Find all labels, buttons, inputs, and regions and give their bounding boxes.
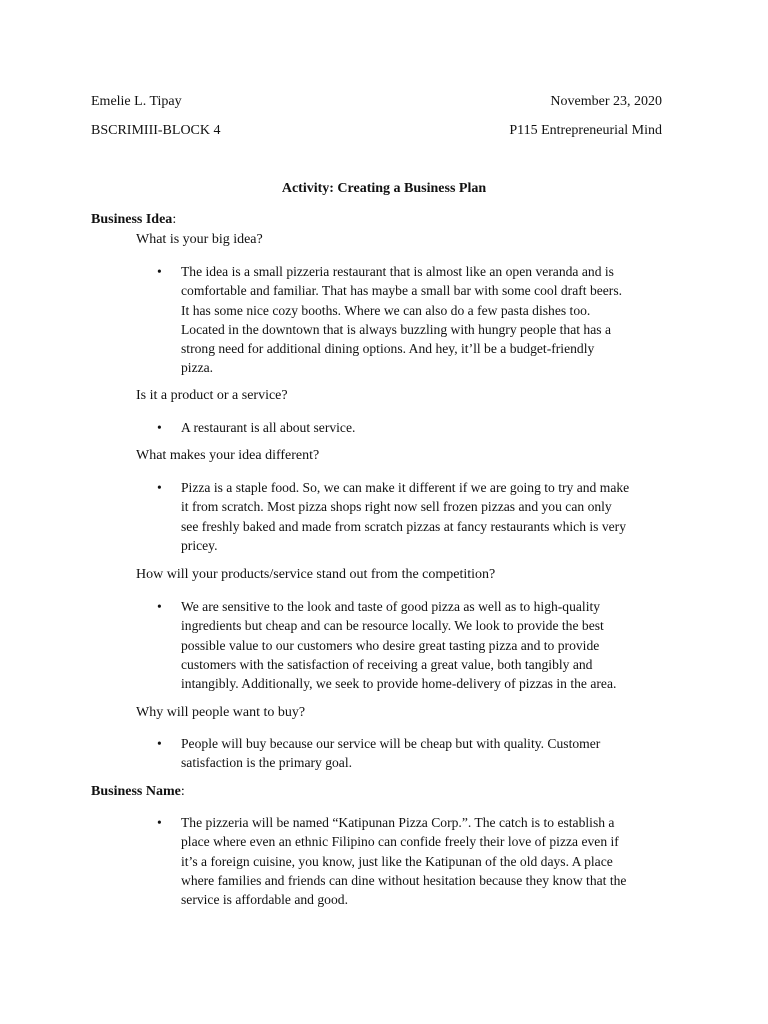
bullet-icon: • bbox=[157, 736, 162, 751]
answer-line: it from scratch. Most pizza shops right now sell frozen pizzas and you can only bbox=[181, 499, 612, 515]
answer-line: possible value to our customers who desire great tasting pizza and to provide bbox=[181, 637, 600, 653]
answer-line: Pizza is a staple food. So, we can make it different if we are going to try and make bbox=[181, 480, 630, 495]
answer-line: People will buy because our service will be cheap but with quality. Customer bbox=[181, 736, 601, 751]
answer-line: A restaurant is all about service. bbox=[181, 420, 356, 435]
answer-line: customers with the satisfaction of receiving a great value, both tangibly and bbox=[181, 656, 593, 672]
question-why-buy: Why will people want to buy? bbox=[136, 705, 306, 720]
answer-why-buy bbox=[157, 734, 681, 773]
question-product-or-service: Is it a product or a service? bbox=[136, 388, 288, 403]
answer-line: see freshly baked and made from scratch pizzas at fancy restaurants which is very bbox=[181, 518, 627, 534]
business-name-label: Business Name bbox=[91, 784, 181, 799]
business-name-heading bbox=[91, 784, 185, 800]
bullet-icon: • bbox=[157, 599, 162, 614]
question-idea-different: What makes your idea different? bbox=[136, 448, 320, 463]
answer-line: comfortable and familiar. That has maybe a small bar with some cool draft beers. bbox=[181, 283, 623, 299]
bullet-icon: • bbox=[157, 264, 162, 279]
answer-line: pricey. bbox=[181, 537, 218, 553]
answer-stand-out bbox=[157, 597, 681, 693]
answer-business-name bbox=[157, 813, 681, 909]
question-stand-out: How will your products/service stand out from the competition? bbox=[136, 567, 496, 582]
answer-line: The idea is a small pizzeria restaurant that is almost like an open veranda and is bbox=[181, 264, 614, 279]
answer-line: Located in the downtown that is always buzzling with hungry people that has a bbox=[181, 321, 611, 337]
answer-line: satisfaction is the primary goal. bbox=[181, 755, 353, 771]
business-idea-label: Business Idea bbox=[91, 212, 173, 227]
answer-line: place where even an ethnic Filipino can confide freely their love of pizza even if bbox=[181, 834, 619, 850]
answer-line: The pizzeria will be named “Katipunan Pizza Corp.”. The catch is to establish a bbox=[181, 815, 615, 830]
course-title: P115 Entrepreneurial Mind bbox=[509, 123, 662, 138]
document-date: November 23, 2020 bbox=[550, 94, 662, 109]
header-row-2 bbox=[91, 123, 662, 139]
document-title: Activity: Creating a Business Plan bbox=[281, 181, 487, 196]
answer-line: where families and friends can dine without hesitation because they know that the bbox=[181, 872, 627, 888]
answer-line: strong need for additional dining options. And hey, it’ll be a budget-friendly bbox=[181, 341, 595, 357]
answer-line: intangibly. Additionally, we seek to provide home-delivery of pizzas in the area. bbox=[181, 676, 617, 692]
answer-big-idea bbox=[157, 262, 681, 378]
answer-line: it’s a foreign cuisine, you know, just like the Katipunan of the old days. A place bbox=[181, 853, 613, 869]
answer-line: ingredients but cheap and can be resource locally. We look to provide the best bbox=[181, 618, 604, 634]
question-big-idea: What is your big idea? bbox=[136, 232, 263, 247]
answer-product-or-service bbox=[157, 418, 681, 437]
business-idea-colon: : bbox=[172, 212, 177, 227]
bullet-icon: • bbox=[157, 815, 162, 830]
answer-line: service is affordable and good. bbox=[181, 892, 348, 908]
answer-line: It has some nice cozy booths. Where we can also do a few pasta dishes too. bbox=[181, 302, 591, 318]
answer-line: We are sensitive to the look and taste of good pizza as well as to high-quality bbox=[181, 599, 601, 614]
business-idea-heading bbox=[91, 212, 176, 228]
answer-line: pizza. bbox=[181, 360, 214, 376]
section-block: BSCRIMIII-BLOCK 4 bbox=[91, 123, 221, 138]
bullet-icon: • bbox=[157, 420, 162, 435]
header-row-1 bbox=[91, 94, 662, 110]
bullet-icon: • bbox=[157, 480, 162, 495]
answer-idea-different bbox=[157, 478, 681, 555]
author-name: Emelie L. Tipay bbox=[91, 94, 182, 109]
business-name-colon: : bbox=[180, 784, 185, 799]
